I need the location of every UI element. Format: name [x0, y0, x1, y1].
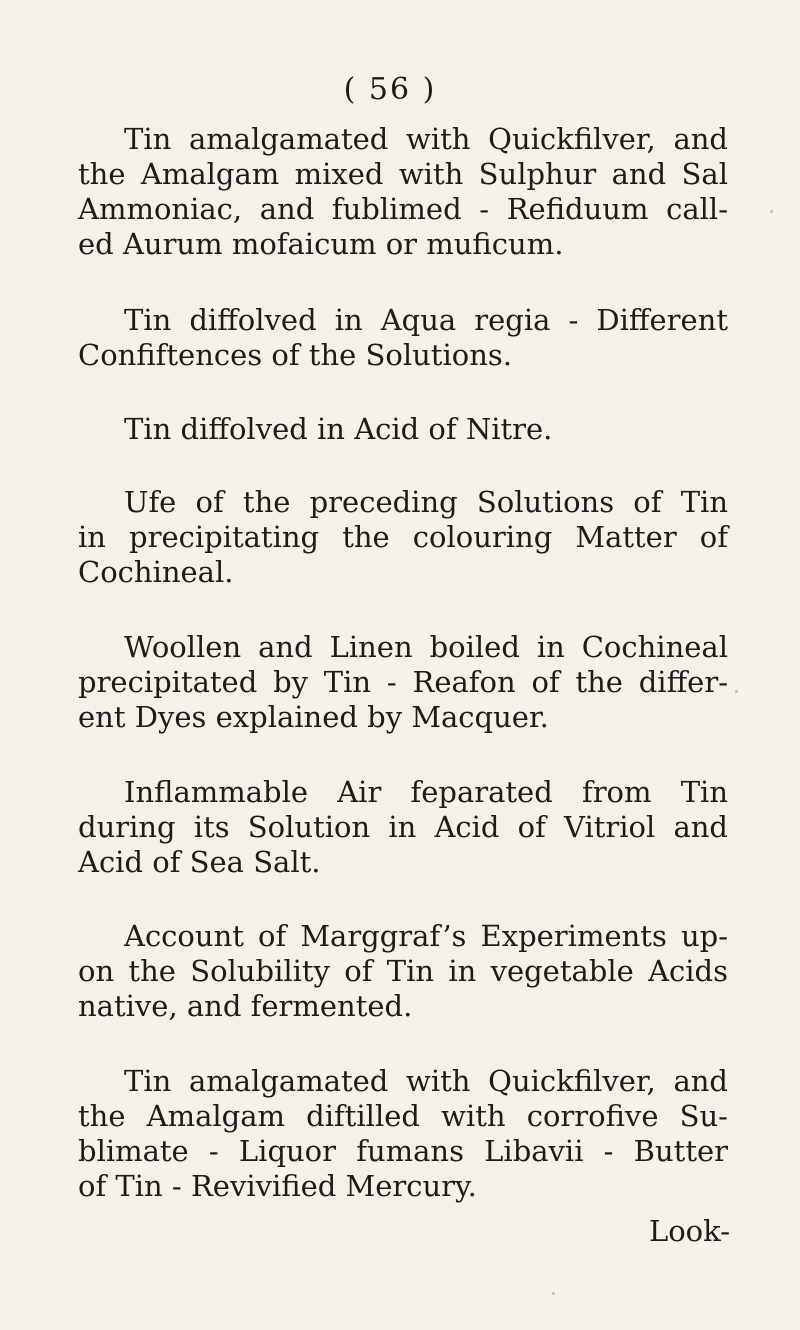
- paper-speck: [735, 690, 738, 693]
- paragraph-3: [78, 412, 728, 447]
- paragraph-8: [78, 1064, 728, 1204]
- paragraph-line: Confiftences of the Solutions.: [78, 338, 512, 372]
- page-number: ( 56 ): [343, 72, 437, 107]
- paragraph-line: the Amalgam mixed with Sulphur and Sal: [78, 157, 728, 191]
- paragraph-5: [78, 630, 728, 735]
- paper-speck: [770, 210, 773, 213]
- paragraph-1: [78, 122, 728, 262]
- paragraph-line: ent Dyes explained by Macquer.: [78, 700, 549, 734]
- paragraph-line: Tin amalgamated with Quickfilver, and: [124, 122, 728, 156]
- paragraph-6: [78, 775, 728, 880]
- catchword: Look-: [648, 1214, 730, 1248]
- paragraph-line: Tin diffolved in Aqua regia - Different: [124, 303, 728, 337]
- paragraph-line: Ammoniac, and fublimed - Refiduum call-: [78, 192, 728, 226]
- paragraph-line: in precipitating the colouring Matter of: [78, 520, 728, 554]
- paragraph-line: Tin amalgamated with Quickfilver, and: [124, 1064, 728, 1098]
- paragraph-line: Cochineal.: [78, 555, 234, 589]
- paragraph-2: [78, 303, 728, 373]
- paragraph-7: [78, 919, 728, 1024]
- paragraph-line: during its Solution in Acid of Vitriol and: [78, 810, 728, 844]
- paper-speck: [552, 1292, 555, 1295]
- paragraph-line: Inflammable Air feparated from Tin: [124, 775, 728, 809]
- paragraph-line: ed Aurum mofaicum or muficum.: [78, 227, 564, 261]
- paragraph-line: blimate - Liquor fumans Libavii - Butter: [78, 1134, 728, 1168]
- paragraph-line: Tin diffolved in Acid of Nitre.: [124, 412, 553, 446]
- paragraph-line: Ufe of the preceding Solutions of Tin: [124, 485, 728, 519]
- paragraph-line: native, and fermented.: [78, 989, 413, 1023]
- paragraph-line: Acid of Sea Salt.: [78, 845, 321, 879]
- paragraph-line: of Tin - Revivified Mercury.: [78, 1169, 477, 1203]
- paragraph-line: Account of Marggraf’s Experiments up-: [124, 919, 728, 953]
- paragraph-4: [78, 485, 728, 590]
- paragraph-line: the Amalgam diftilled with corrofive Su-: [78, 1099, 728, 1133]
- paragraph-line: on the Solubility of Tin in vegetable Acids: [78, 954, 728, 988]
- paragraph-line: precipitated by Tin - Reafon of the differ-: [78, 665, 728, 699]
- paragraph-line: Woollen and Linen boiled in Cochineal: [124, 630, 728, 664]
